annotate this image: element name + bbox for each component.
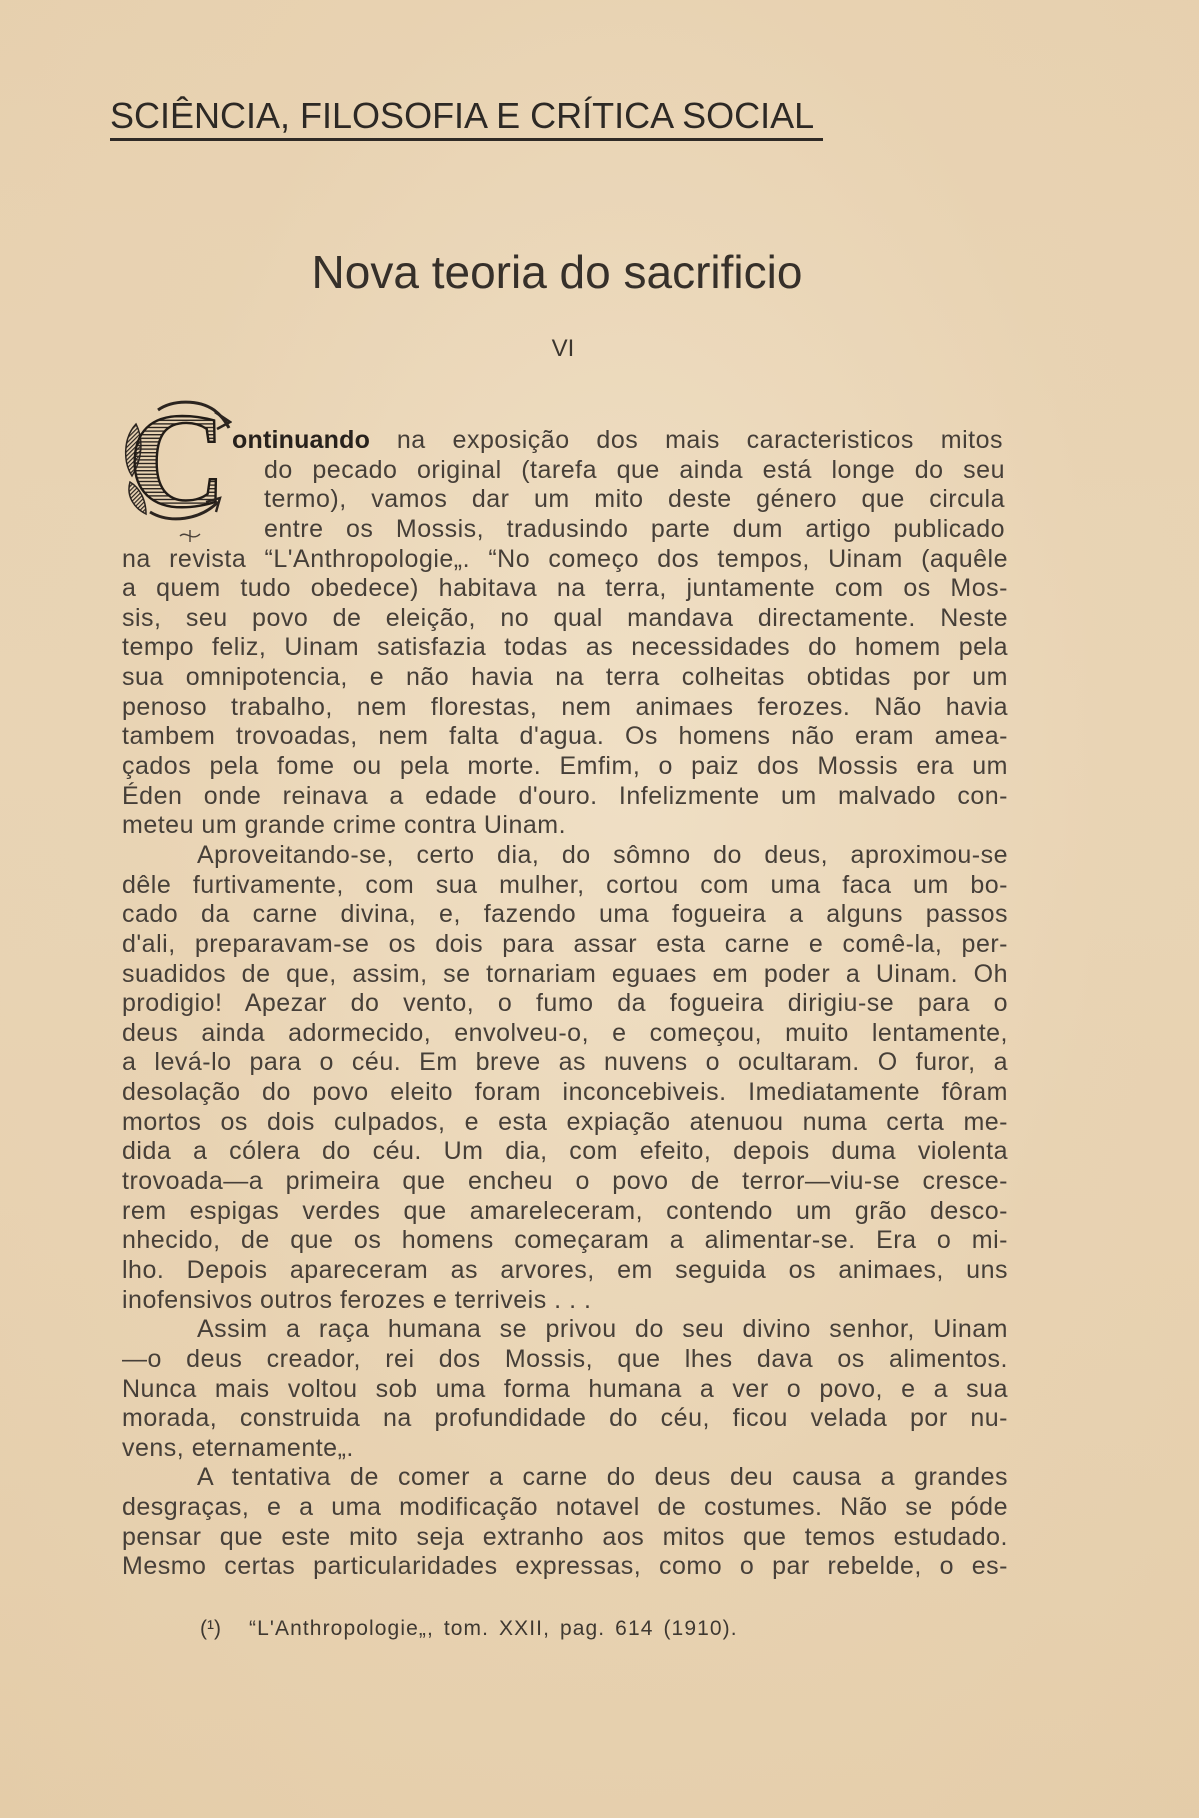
text-line: sua omnipotencia, e não havia na terra colheitas obtidas por um [122,663,1008,692]
text-line: Assim a raça humana se privou do seu divino senhor, Uinam [197,1315,1008,1344]
text-line: trovoada—a primeira que encheu o povo de terror—viu-se cresce- [122,1167,1008,1196]
paragraph [122,1315,1008,1463]
text-line: sis, seu povo de eleição, no qual mandava directamente. Neste [122,603,1008,632]
text-line: Mesmo certas particularidades expressas, como o par rebelde, o es- [122,1552,1008,1581]
text-line: Éden onde reinava a edade d'ouro. Infelizmente um malvado con- [122,781,1008,810]
line-text: na exposição dos mais caracteristicos mitos [396,426,1003,454]
article-title: Nova teoria do sacrificio [311,246,803,298]
text-line: rem espigas verdes que amareleceram, contendo um grão desco- [122,1196,1008,1225]
text-line: çados pela fome ou pela morte. Emfim, o paiz dos Mossis era um [122,752,1008,781]
text-line: a levá-lo para o céu. Em breve as nuvens o ocultaram. O furor, a [122,1048,1008,1077]
paragraph [122,1463,1008,1582]
text-line: morada, construida na profundidade do céu, ficou velada por nu- [122,1404,1008,1433]
text-line: inofensivos outros ferozes e terriveis . . . [122,1285,592,1314]
paragraph [122,841,1008,1315]
text-line: Aproveitando-se, certo dia, do sômno do deus, aproximou-se [197,840,1008,869]
text-line: penoso trabalho, nem florestas, nem animaes ferozes. Não havia [122,692,1008,721]
text-line: termo), vamos dar um mito deste género que circula [264,485,1005,514]
text-line: prodigio! Apezar do vento, o fumo da fogueira dirigiu-se para o [122,989,1008,1018]
text-line: tambem trovoadas, nem falta d'agua. Os homens não eram amea- [122,722,1008,751]
footnote-mark: (¹) [200,1617,221,1640]
article-body [122,426,1008,1582]
text-line: do pecado original (tarefa que ainda está longe do seu [264,455,1005,484]
text-line: dida a cólera do céu. Um dia, com efeito, depois duma violenta [122,1137,1008,1166]
text-line: mortos os dois culpados, e esta expiação atenuou numa certa me- [122,1107,1008,1136]
running-head: SCIÊNCIA, FILOSOFIA E CRÍTICA SOCIAL [110,95,815,136]
text-line [122,426,1008,456]
footnote [200,1617,738,1641]
paragraph [122,426,1008,841]
drop-cap-letter: C [128,398,227,536]
text-line: suadidos de que, assim, se tornariam eguaes em poder a Uinam. Oh [122,959,1008,988]
text-line: meteu um grande crime contra Uinam. [122,811,567,840]
text-line: lho. Depois apareceram as arvores, em seguida os animaes, uns [122,1255,1008,1284]
text-line: vens, eternamente„. [122,1433,354,1462]
text-line: deus ainda adormecido, envolveu-o, e começou, muito lentamente, [122,1018,1008,1047]
text-line: A tentativa de comer a carne do deus deu causa a grandes [197,1463,1008,1492]
text-line: pensar que este mito seja extranho aos mitos que temos estudado. [122,1522,1008,1551]
text-line: tempo feliz, Uinam satisfazia todas as necessidades do homem pela [122,633,1008,662]
text-line: desgraças, e a uma modificação notavel de costumes. Não se póde [122,1493,1008,1522]
text-line: d'ali, preparavam-se os dois para assar esta carne e comê-la, per- [122,929,1008,958]
lead-word: ontinuando [232,426,371,454]
text-line: na revista “L'Anthropologie„. “No começo dos tempos, Uinam (aquêle [122,544,1008,573]
section-number: VI [551,335,575,362]
header-rule [110,138,823,141]
text-line: nhecido, de que os homens começaram a alimentar-se. Era o mi- [122,1226,1008,1255]
text-line: Nunca mais voltou sob uma forma humana a ver o povo, e a sua [122,1374,1008,1403]
text-line: a quem tudo obedece) habitava na terra, juntamente com os Mos- [122,574,1008,603]
text-line: —o deus creador, rei dos Mossis, que lhes dava os alimentos. [122,1344,1008,1373]
text-line: desolação do povo eleito foram inconcebiveis. Imediatamente fôram [122,1078,1008,1107]
text-line: cado da carne divina, e, fazendo uma fogueira a alguns passos [122,900,1008,929]
text-line: entre os Mossis, tradusindo parte dum artigo publicado [264,514,1005,543]
text-line: dêle furtivamente, com sua mulher, cortou com uma faca um bo- [122,870,1008,899]
footnote-text: “L'Anthropologie„, tom. XXII, pag. 614 (1910). [249,1617,738,1640]
